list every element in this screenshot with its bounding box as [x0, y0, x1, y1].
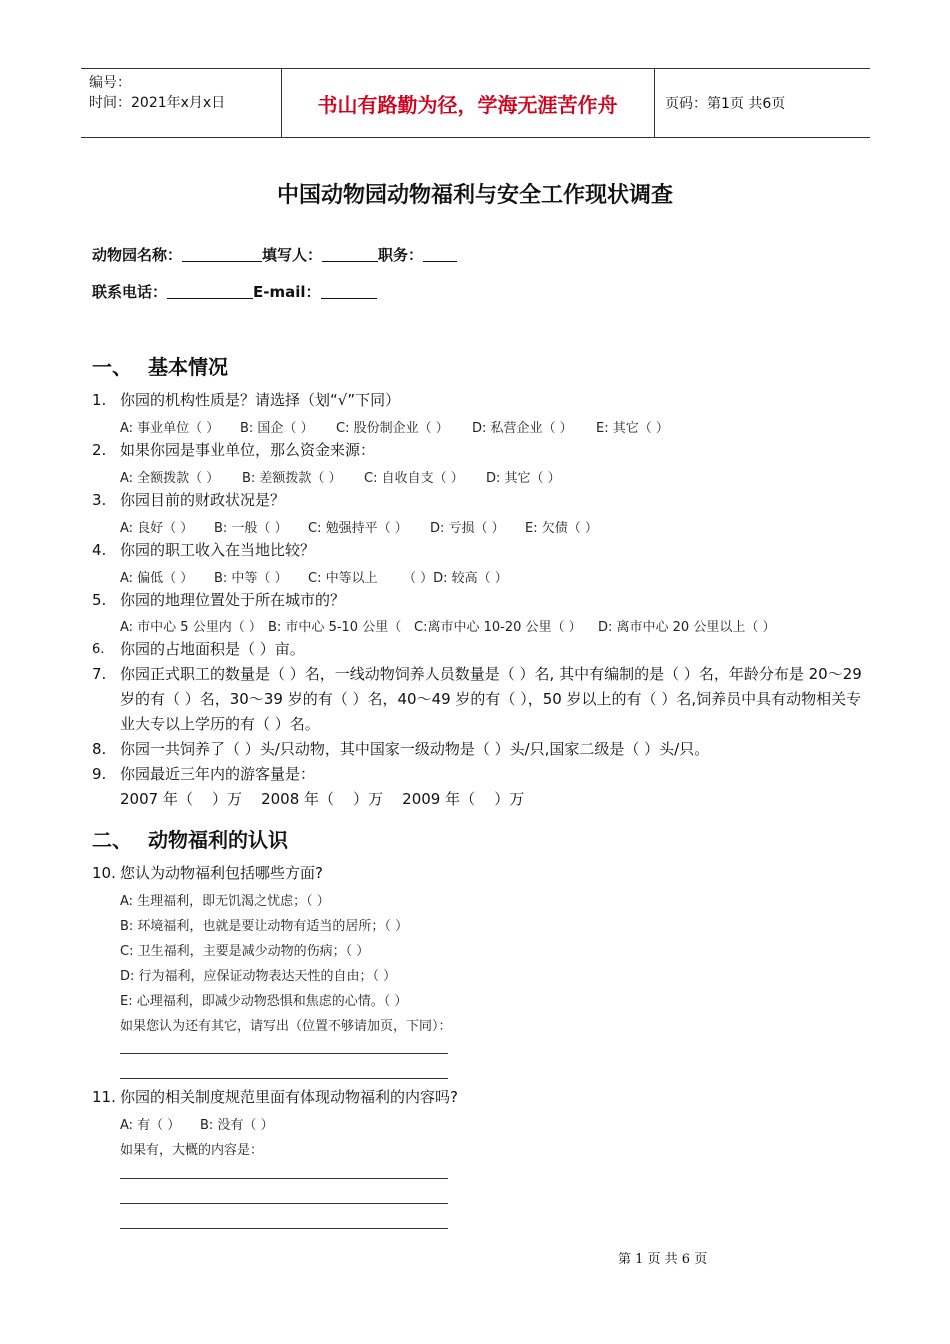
option[interactable]: D: 离市中心 20 公里以上（ ） — [598, 620, 776, 635]
option[interactable]: B: 市中心 5-10 公里（ — [268, 620, 402, 635]
option[interactable]: D: 私营企业（ ） — [472, 421, 573, 436]
option[interactable]: B: 差额拨款（ ） — [242, 471, 342, 486]
question-text: 如果你园是事业单位，那么资金来源： — [120, 441, 376, 459]
option[interactable]: B: 环境福利，也就是要让动物有适当的居所；（ ） — [120, 919, 409, 934]
question-4-options — [120, 567, 508, 586]
question-text: 你园的占地面积是（ ）亩。 — [120, 640, 305, 658]
question-2-options — [120, 467, 561, 486]
option[interactable]: A: 生理福利，即无饥渴之忧虑；（ ） — [120, 894, 330, 909]
option[interactable]: A: 全额拨款（ ） — [120, 471, 220, 486]
option[interactable]: A: 偏低（ ） — [120, 571, 194, 586]
question-number: 11. — [92, 1088, 116, 1106]
question-text: 您认为动物福利包括哪些方面? — [120, 864, 323, 882]
header-divider — [654, 69, 655, 137]
answer-line[interactable] — [120, 1228, 448, 1229]
question-number: 2. — [92, 441, 107, 459]
option[interactable]: C: 自收自支（ ） — [364, 471, 464, 486]
page-footer: 第 1 页 共 6 页 — [618, 1252, 708, 1267]
option[interactable]: A: 良好（ ） — [120, 521, 194, 536]
question-1-options — [120, 417, 669, 436]
phone-input[interactable] — [167, 284, 253, 299]
number-label: 编号： — [89, 75, 131, 91]
question-text: 你园的地理位置处于所在城市的？ — [120, 591, 346, 609]
section-heading-basic — [92, 351, 228, 380]
question-text: 你园目前的财政状况是？ — [120, 491, 286, 509]
question-11-options — [120, 1114, 274, 1133]
question-number: 4. — [92, 541, 107, 559]
option[interactable]: A: 事业单位（ ） — [120, 421, 220, 436]
position-label: 职务： — [378, 246, 424, 264]
option[interactable]: B: 没有（ ） — [200, 1118, 274, 1133]
question-number: 8. — [92, 740, 107, 758]
answer-line[interactable] — [120, 1053, 448, 1054]
question-9-years: 2007 年（ ）万 2008 年（ ）万 2009 年（ ）万 — [120, 790, 525, 808]
question-number: 6. — [92, 642, 105, 657]
option[interactable]: E: 其它（ ） — [596, 421, 669, 436]
question-number: 5. — [92, 591, 107, 609]
zoo-name-label: 动物园名称： — [92, 246, 183, 264]
position-input[interactable] — [423, 247, 457, 262]
section-number: 一、 — [92, 355, 132, 379]
answer-line[interactable] — [120, 1178, 448, 1179]
section-title: 动物福利的认识 — [148, 828, 288, 852]
time-label: 时间：2021年x月x日 — [89, 95, 226, 111]
option[interactable]: B: 中等（ ） — [214, 571, 288, 586]
header-motto: 书山有路勤为径，学海无涯苦作舟 — [317, 92, 618, 117]
question-text: 你园一共饲养了（ ）头/只动物，其中国家一级动物是（ ）头/只,国家二级是（ ）头/只。 — [120, 740, 710, 758]
header-page-label: 页码：第1页 共6页 — [665, 96, 786, 112]
section-heading-welfare — [92, 824, 288, 853]
option[interactable]: C: 卫生福利，主要是减少动物的伤病；（ ） — [120, 944, 370, 959]
question-text: 你园正式职工的数量是（ ）名，一线动物饲养人员数量是（ ）名, 其中有编制的是（ ）名，年龄分布是 20～29 岁的有（ ）名，30～39 岁的有（ ）名，40～49 岁的有（ ），50 岁以上的有（ ）名,饲养员中具有动物相关专业大专以上学历的有（ ）名。 — [120, 665, 862, 733]
content-prompt: 如果有，大概的内容是： — [120, 1143, 264, 1158]
answer-line[interactable] — [120, 1078, 448, 1079]
option[interactable]: C: 勉强持平（ ） — [308, 521, 408, 536]
option[interactable]: E: 心理福利，即减少动物恐惧和焦虑的心情。（ ） — [120, 994, 408, 1009]
option[interactable]: B: 一般（ ） — [214, 521, 288, 536]
form-row-2 — [92, 281, 377, 302]
email-input[interactable] — [321, 284, 377, 299]
other-prompt: 如果您认为还有其它，请写出（位置不够请加页，下同）： — [120, 1019, 452, 1034]
form-row-1 — [92, 244, 457, 265]
question-text: 你园的相关制度规范里面有体现动物福利的内容吗? — [120, 1088, 458, 1106]
option[interactable]: B: 国企（ ） — [240, 421, 314, 436]
question-number: 7. — [92, 665, 107, 683]
option[interactable]: C:离市中心 10-20 公里（ ） — [414, 620, 582, 635]
question-number: 10. — [92, 864, 116, 882]
question-3-options — [120, 517, 598, 536]
phone-label: 联系电话： — [92, 283, 168, 301]
question-text: 你园的机构性质是？请选择（划“√”下同） — [120, 391, 401, 409]
option[interactable]: （ ）D: 较高（ ） — [403, 571, 508, 586]
filler-input[interactable] — [322, 247, 378, 262]
option[interactable]: E: 欠债（ ） — [525, 521, 598, 536]
header-meta — [89, 73, 225, 113]
filler-label: 填写人： — [262, 246, 323, 264]
question-number: 3. — [92, 491, 107, 509]
page-title: 中国动物园动物福利与安全工作现状调查 — [276, 183, 673, 208]
option[interactable]: D: 其它（ ） — [486, 471, 561, 486]
question-text: 你园的职工收入在当地比较？ — [120, 541, 316, 559]
answer-line[interactable] — [120, 1203, 448, 1204]
document-header — [81, 68, 870, 138]
section-title: 基本情况 — [148, 355, 228, 379]
option[interactable]: A: 市中心 5 公里内（ ） — [120, 620, 262, 635]
option[interactable]: C: 中等以上 — [308, 571, 378, 586]
question-5-options — [120, 616, 775, 635]
question-text: 你园最近三年内的游客量是： — [120, 765, 316, 783]
zoo-name-input[interactable] — [182, 247, 262, 262]
option[interactable]: A: 有（ ） — [120, 1118, 181, 1133]
question-number: 9. — [92, 765, 107, 783]
email-label: E-mail： — [253, 283, 321, 301]
option[interactable]: D: 行为福利，应保证动物表达天性的自由；（ ） — [120, 969, 397, 984]
option[interactable]: D: 亏损（ ） — [430, 521, 505, 536]
option[interactable]: C: 股份制企业（ ） — [336, 421, 449, 436]
section-number: 二、 — [92, 828, 132, 852]
question-number: 1. — [92, 391, 107, 409]
